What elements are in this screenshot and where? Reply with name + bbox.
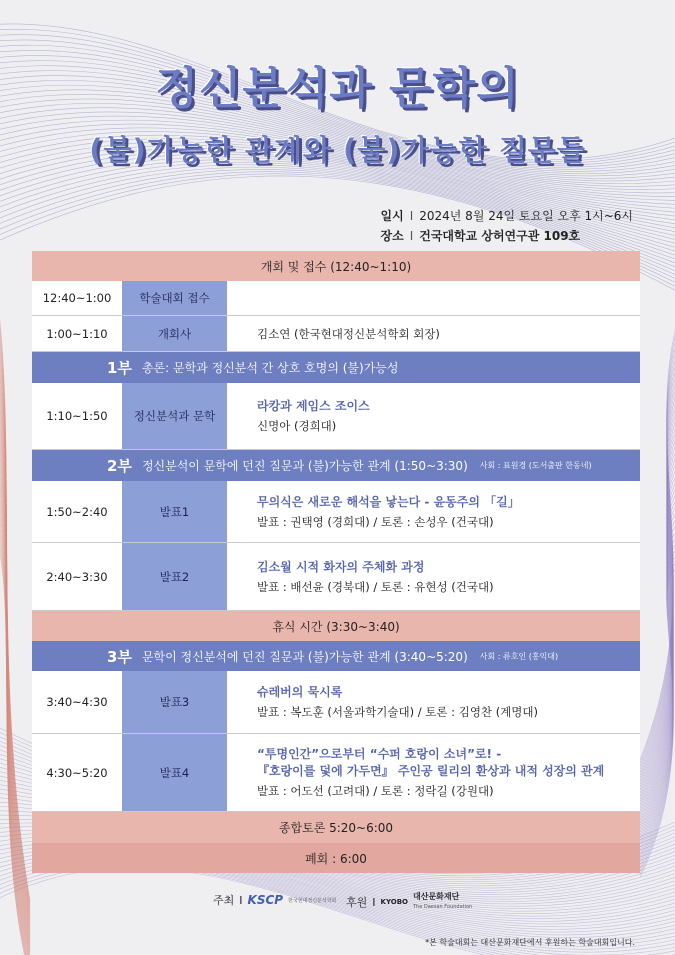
footnote: *본 학술대회는 대산문화재단에서 후원하는 학술대회입니다.	[425, 938, 635, 947]
kyobo-logo: KYOBO	[380, 898, 408, 906]
poster-title: 정신분석과 문학의	[155, 63, 520, 114]
talk-title-line2: 『호랑이를 덫에 가두면』 주인공 릴리의 환상과 내적 성장의 관계	[257, 764, 605, 778]
time-cell: 1:10~1:50	[46, 409, 108, 423]
time-cell: 4:30~5:20	[46, 765, 108, 780]
part1-band	[32, 352, 640, 383]
talk-people: 발표 : 배선윤 (경북대) / 토론 : 유현성 (건국대)	[257, 579, 494, 594]
part-title: 정신분석이 문학에 던진 질문과 (불)가능한 관계 (1:50~3:30)	[141, 459, 468, 473]
part-label: 1부	[107, 359, 132, 377]
separator: I	[409, 229, 414, 243]
daesan-logo	[413, 892, 472, 912]
support-label: 후원	[346, 896, 368, 909]
item-cell: 정신분석과 문학	[122, 383, 227, 449]
item-cell: 발표3	[122, 671, 227, 733]
event-meta	[381, 206, 634, 246]
talk-people: 발표 : 복도훈 (서울과학기술대) / 토론 : 김영찬 (계명대)	[257, 705, 538, 719]
talk-cell	[227, 671, 640, 733]
schedule-row	[32, 734, 640, 812]
date-label: 일시	[380, 209, 404, 223]
time-cell: 1:50~2:40	[46, 504, 108, 519]
daesan-logo-text: 대산문화재단	[413, 892, 460, 901]
time-cell: 12:40~1:00	[42, 291, 112, 305]
host-group	[213, 892, 336, 908]
part-title: 총론: 문학과 정신분석 간 상호 호명의 (불)가능성	[141, 361, 399, 375]
time-cell: 3:40~4:30	[46, 695, 108, 709]
place-row	[381, 226, 634, 246]
talk-title: 김소월 시적 화자의 주체화 과정	[257, 559, 425, 574]
separator: I	[409, 209, 414, 223]
part3-band	[32, 641, 640, 671]
time-cell: 2:40~3:30	[46, 569, 108, 584]
talk-title: 라캉과 제임스 조이스	[257, 399, 370, 413]
part-title: 문학이 정신분석에 던진 질문과 (불)가능한 관계 (3:40~5:20)	[141, 649, 468, 664]
talk-title: “투명인간”으로부터 “수퍼 호랑이 소녀”로! -	[257, 747, 502, 761]
host-label: 주최	[213, 894, 235, 907]
place-value: 건국대학교 상허연구관 109호	[419, 229, 581, 243]
part2-band	[32, 450, 640, 481]
talk-cell	[227, 383, 640, 449]
talk-people: 발표 : 어도선 (고려대) / 토론 : 정락길 (강원대)	[257, 784, 494, 798]
support-group	[346, 892, 472, 912]
schedule-row	[32, 543, 640, 611]
closing-band: 폐회 : 6:00	[32, 843, 640, 873]
item-cell: 발표1	[122, 481, 227, 542]
place-label: 장소	[380, 229, 404, 243]
item-cell: 개회사	[122, 316, 227, 351]
time-cell: 1:00~1:10	[46, 326, 108, 341]
chair-label: 사회 : 류호인 (홍익대)	[479, 651, 559, 661]
registration-band: 개회 및 접수 (12:40~1:10)	[32, 251, 640, 281]
kscp-logo: KSCP	[247, 893, 284, 907]
talk-cell	[227, 543, 640, 610]
desc-cell	[227, 281, 640, 315]
schedule-row	[32, 671, 640, 734]
host-logo-sub: 한국현대정신분석학회	[288, 897, 337, 904]
daesan-logo-sub: The Daesan Foundation	[413, 904, 473, 910]
talk-title: 무의식은 새로운 해석을 낳는다 - 윤동주의 「길」	[257, 494, 520, 509]
poster-subtitle: (불)가능한 관계와 (불)가능한 질문들	[89, 133, 586, 167]
desc-cell: 김소연 (한국현대정신분석학회 회장)	[257, 326, 440, 341]
item-cell: 학술대회 접수	[122, 281, 227, 315]
chair-label: 사회 : 표원경 (도서출판 한동네)	[479, 461, 592, 470]
item-cell: 발표2	[122, 543, 227, 610]
discussion-band: 종합토론 5:20~6:00	[32, 812, 640, 843]
part-label: 2부	[107, 457, 132, 475]
talk-people: 신명아 (경희대)	[257, 419, 337, 433]
talk-title: 슈레버의 묵시록	[257, 685, 343, 699]
talk-cell	[227, 734, 640, 811]
schedule-row	[32, 481, 640, 543]
schedule-row	[32, 316, 640, 352]
part-label: 3부	[107, 647, 132, 666]
schedule-table	[32, 251, 640, 873]
talk-cell	[227, 481, 640, 542]
date-row	[381, 206, 634, 226]
separator: I	[239, 893, 243, 907]
schedule-row	[32, 383, 640, 450]
talk-people: 발표 : 권택영 (경희대) / 토론 : 손성우 (건국대)	[257, 514, 494, 529]
date-value: 2024년 8월 24일 토요일 오후 1시~6시	[419, 209, 633, 223]
schedule-row	[32, 281, 640, 316]
break-band: 휴식 시간 (3:30~3:40)	[32, 611, 640, 641]
separator: I	[372, 895, 376, 909]
item-cell: 발표4	[122, 734, 227, 811]
